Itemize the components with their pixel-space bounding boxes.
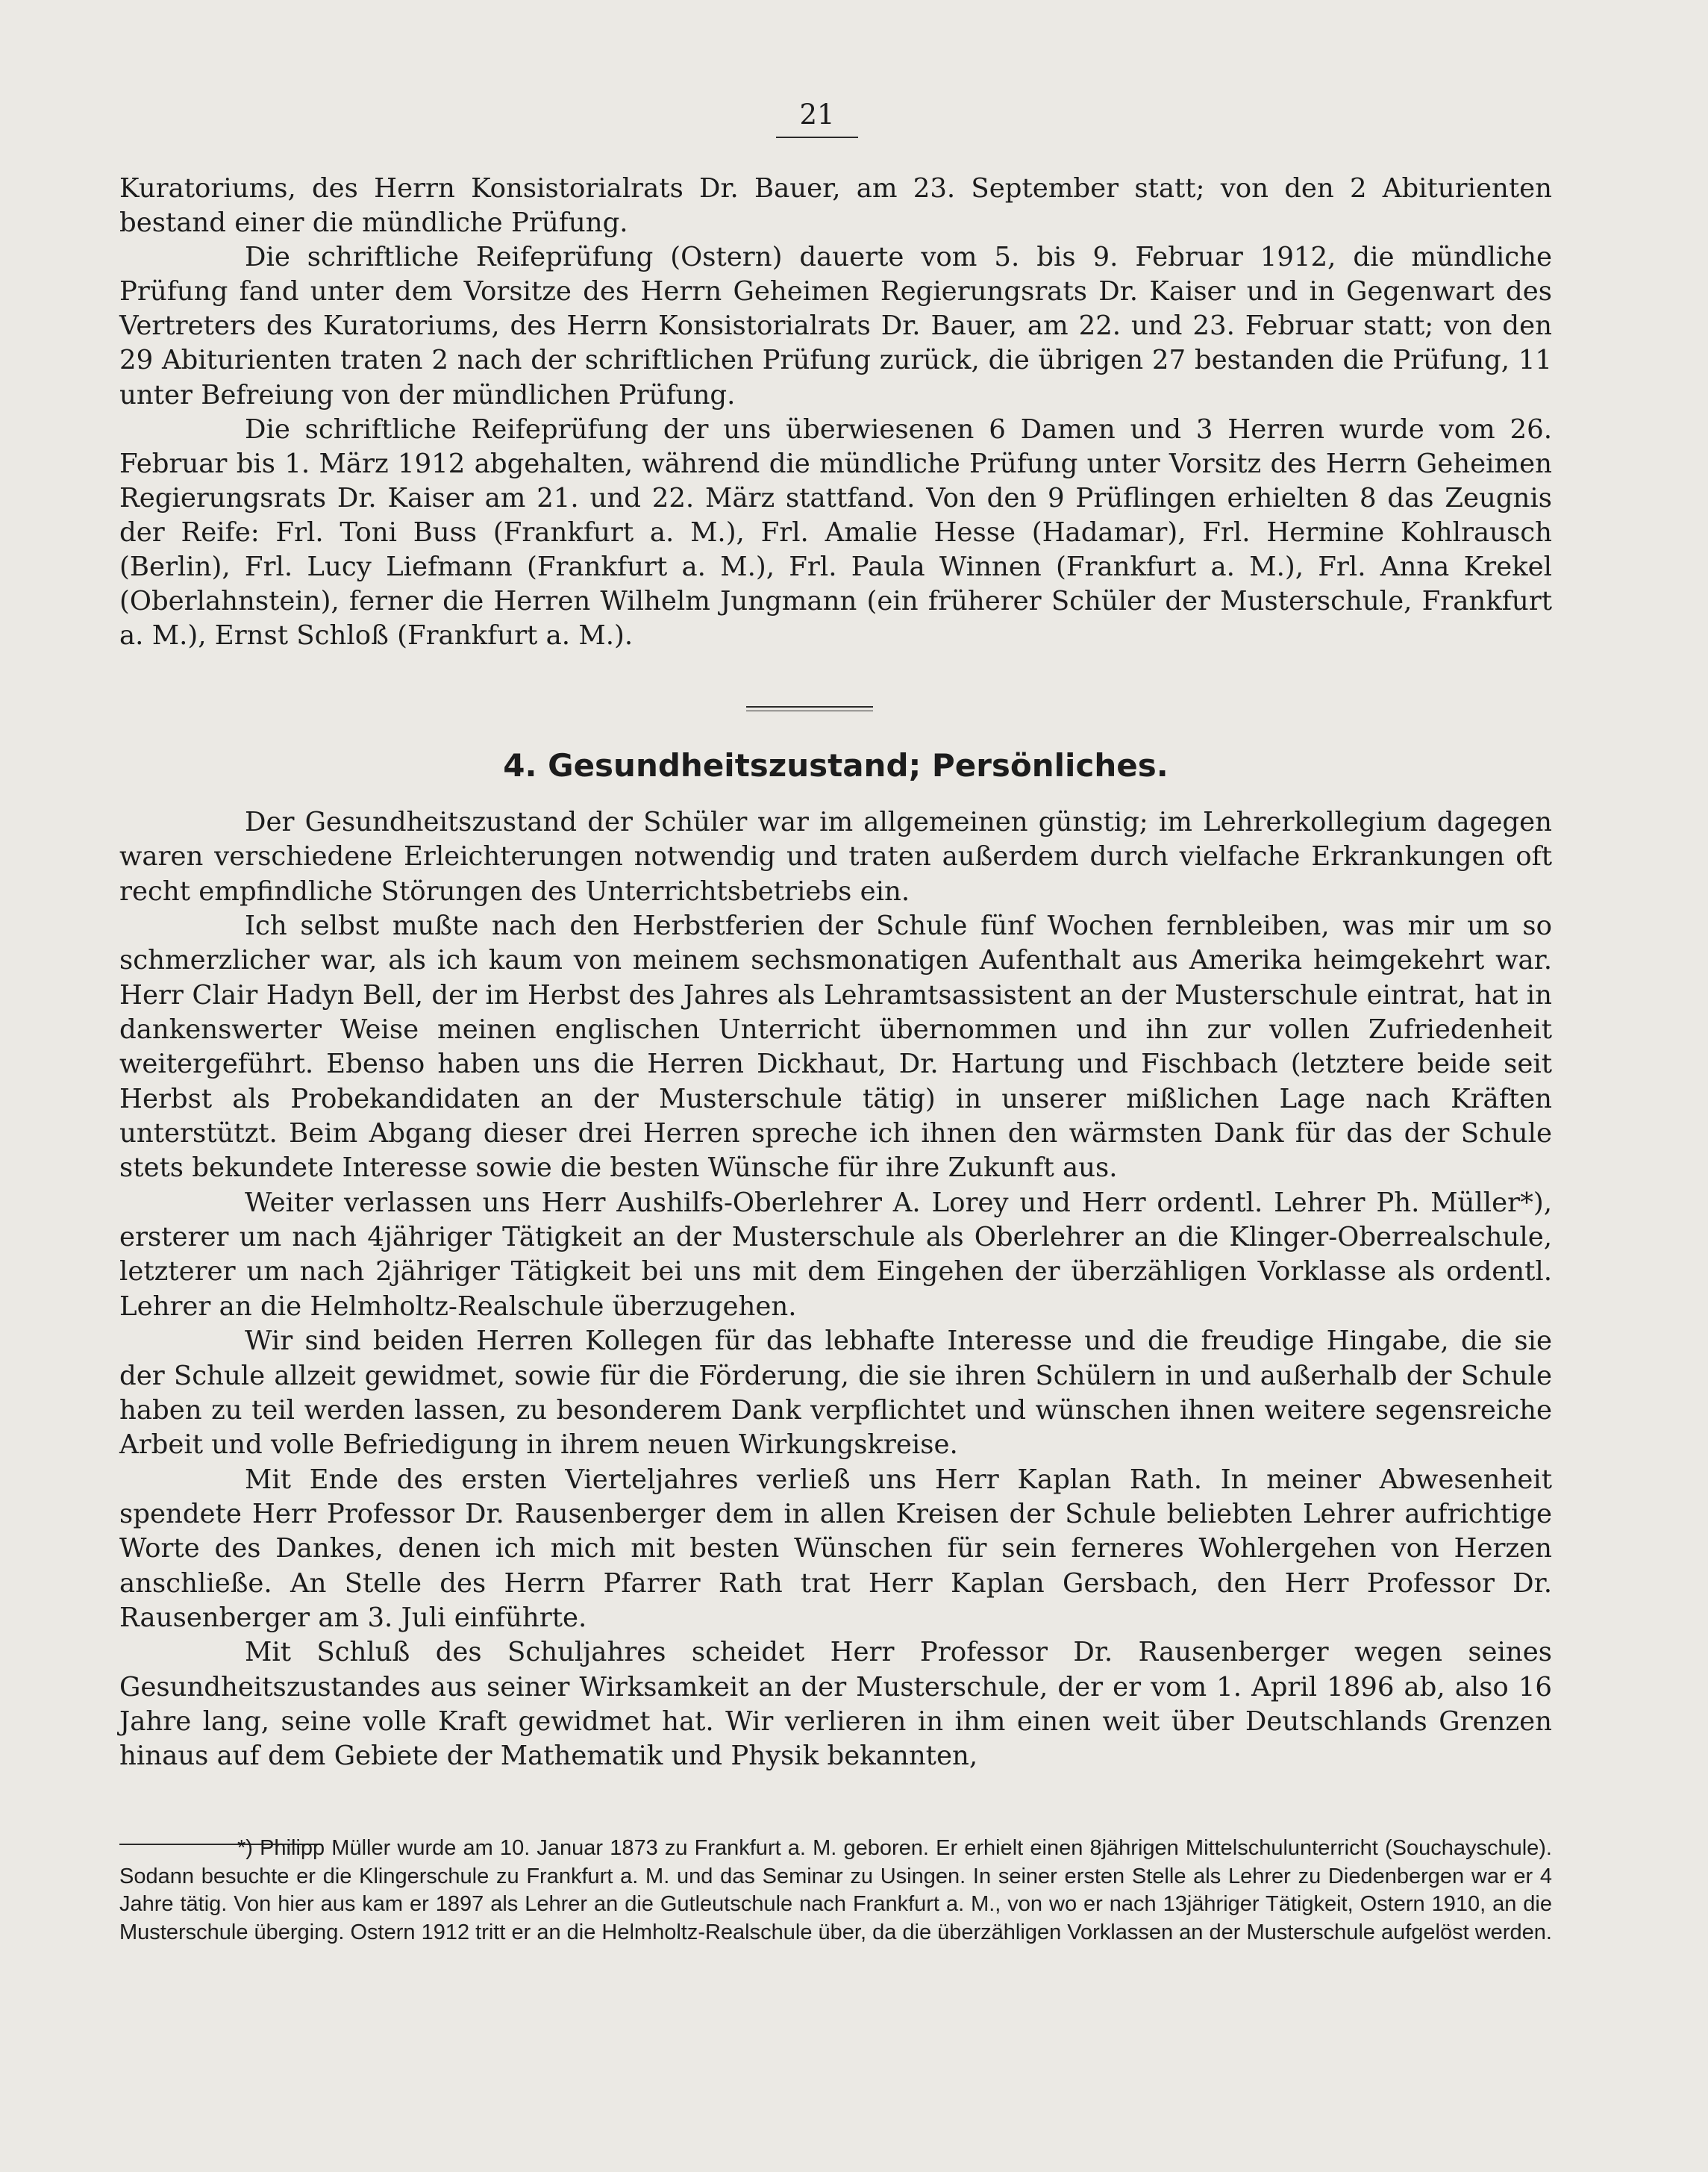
paragraph: Weiter verlassen uns Herr Aushilfs-Oberlehrer A. Lorey und Herr ordentl. Lehrer Ph. Müller*), ersterer um nach 4jähriger Tätigkeit an der Musterschule als Oberlehrer an die Klinger-Oberrealschule, letzterer um nach 2jähriger Tätigkeit bei uns mit dem Eingehen der überzähligen Vorklasse als ordentl. Lehrer an die Helmholtz-Realschule überzugehen. — [119, 1187, 1552, 1322]
paragraph: Ich selbst mußte nach den Herbstferien der Schule fünf Wochen fernbleiben, was mir um so schmerzlicher war, als ich kaum von meinem sechsmonatigen Aufenthalt aus Amerika heimgekehrt war. Herr Clair Hadyn Bell, der im Herbst des Jahres als Lehramtsassistent an der Musterschule eintrat, hat in dankenswerter Weise meinen englischen Unterricht übernommen und ihn zur vollen Zufriedenheit weitergeführt. Ebenso haben uns die Herren Dickhaut, Dr. Hartung und Fischbach (letztere beide seit Herbst als Probekandidaten an der Musterschule tätig) in unserer mißlichen Lage nach Kräften unterstützt. Beim Abgang dieser drei Herren spreche ich ihnen den wärmsten Dank für das der Schule stets bekundete Interesse sowie die besten Wünsche für ihre Zukunft aus. — [119, 911, 1552, 1184]
paragraph: Mit Schluß des Schuljahres scheidet Herr Professor Dr. Rausenberger wegen seines Gesundheitszustandes aus seiner Wirksamkeit an der Musterschule, der er vom 1. April 1896 ab, also 16 Jahre lang, seine volle Kraft gewidmet hat. Wir verlieren in ihm einen weit über Deutschlands Grenzen hinaus auf dem Gebiete der Mathematik und Physik bekannten, — [119, 1637, 1552, 1772]
paragraph: Der Gesundheitszustand der Schüler war im allgemeinen günstig; im Lehrerkollegium dagegen waren verschiedene Erleichterungen notwendig und traten außerdem durch vielfache Erkrankungen oft recht empfindliche Störungen des Unterrichtsbetriebs ein. — [119, 807, 1552, 907]
paragraph: Die schriftliche Reifeprüfung der uns überwiesenen 6 Damen und 3 Herren wurde vom 26. Februar bis 1. März 1912 abgehalten, während die mündliche Prüfung unter Vorsitz des Herrn Geheimen Regierungsrats Dr. Kaiser am 21. und 22. März stattfand. Von den 9 Prüflingen erhielten 8 das Zeugnis der Reife: Frl. Toni Buss (Frankfurt a. M.), Frl. Amalie Hesse (Hadamar), Frl. Hermine Kohlrausch (Berlin), Frl. Lucy Liefmann (Frankfurt a. M.), Frl. Paula Winnen (Frankfurt a. M.), Frl. Anna Krekel (Oberlahnstein), ferner die Herren Wilhelm Jungmann (ein früherer Schüler der Musterschule, Frankfurt a. M.), Ernst Schloß (Frankfurt a. M.). — [119, 414, 1552, 652]
paragraph: Wir sind beiden Herren Kollegen für das lebhafte Interesse und die freudige Hingabe, die sie der Schule allzeit gewidmet, sowie für die Förderung, die sie ihren Schülern in und außerhalb der Schule haben zu teil werden lassen, zu besonderem Dank verpflichtet und wünschen ihnen weitere segensreiche Arbeit und volle Befriedigung in ihrem neuen Wirkungskreise. — [119, 1326, 1552, 1461]
footnote-text: *) Philipp Müller wurde am 10. Januar 1873 zu Frankfurt a. M. geboren. Er erhielt einen 8jährigen Mittelschulunterricht (Souchayschule). Sodann besuchte er die Klingerschule zu Frankfurt a. M. und das Seminar zu Usingen. In seiner ersten Stelle als Lehrer zu Diedenbergen war er 4 Jahre tätig. Von hier aus kam er 1897 als Lehrer an die Gutleutschule nach Frankfurt a. M., von wo er nach 13jähriger Tätigkeit, Ostern 1910, an die Musterschule überging. Ostern 1912 tritt er an die Helmholtz-Realschule über, da die überzähligen Vorklassen an der Musterschule aufgelöst werden. — [119, 1836, 1552, 1944]
page-number-rule — [776, 137, 858, 138]
paragraph: Die schriftliche Reifeprüfung (Ostern) dauerte vom 5. bis 9. Februar 1912, die mündliche Prüfung fand unter dem Vorsitze des Herrn Geheimen Regierungsrats Dr. Kaiser und in Gegenwart des Vertreters des Kuratoriums, des Herrn Konsistorialrats Dr. Bauer, am 22. und 23. Februar statt; von den 29 Abiturienten traten 2 nach der schriftlichen Prüfung zurück, die übrigen 27 bestanden die Prüfung, 11 unter Befreiung von der mündlichen Prüfung. — [119, 242, 1552, 411]
section-3-continuation — [119, 172, 1552, 653]
footnote — [119, 1835, 1552, 1947]
paragraph: Kuratoriums, des Herrn Konsistorialrats Dr. Bauer, am 23. September statt; von den 2 Abiturienten bestand einer die mündliche Prüfung. — [119, 173, 1552, 239]
section-divider — [746, 706, 873, 708]
section-heading: 4. Gesundheitszustand; Persönliches. — [503, 747, 1169, 784]
section-4-body — [119, 805, 1552, 1774]
page-number: 21 — [799, 99, 835, 131]
paragraph: Mit Ende des ersten Vierteljahres verließ uns Herr Kaplan Rath. In meiner Abwesenheit spendete Herr Professor Dr. Rausenberger dem in allen Kreisen der Schule beliebten Lehrer aufrichtige Worte des Dankes, denen ich mich mit besten Wünschen für sein ferneres Wohlergehen von Herzen anschließe. An Stelle des Herrn Pfarrer Rath trat Herr Kaplan Gersbach, den Herr Professor Dr. Rausenberger am 3. Juli einführte. — [119, 1464, 1552, 1633]
